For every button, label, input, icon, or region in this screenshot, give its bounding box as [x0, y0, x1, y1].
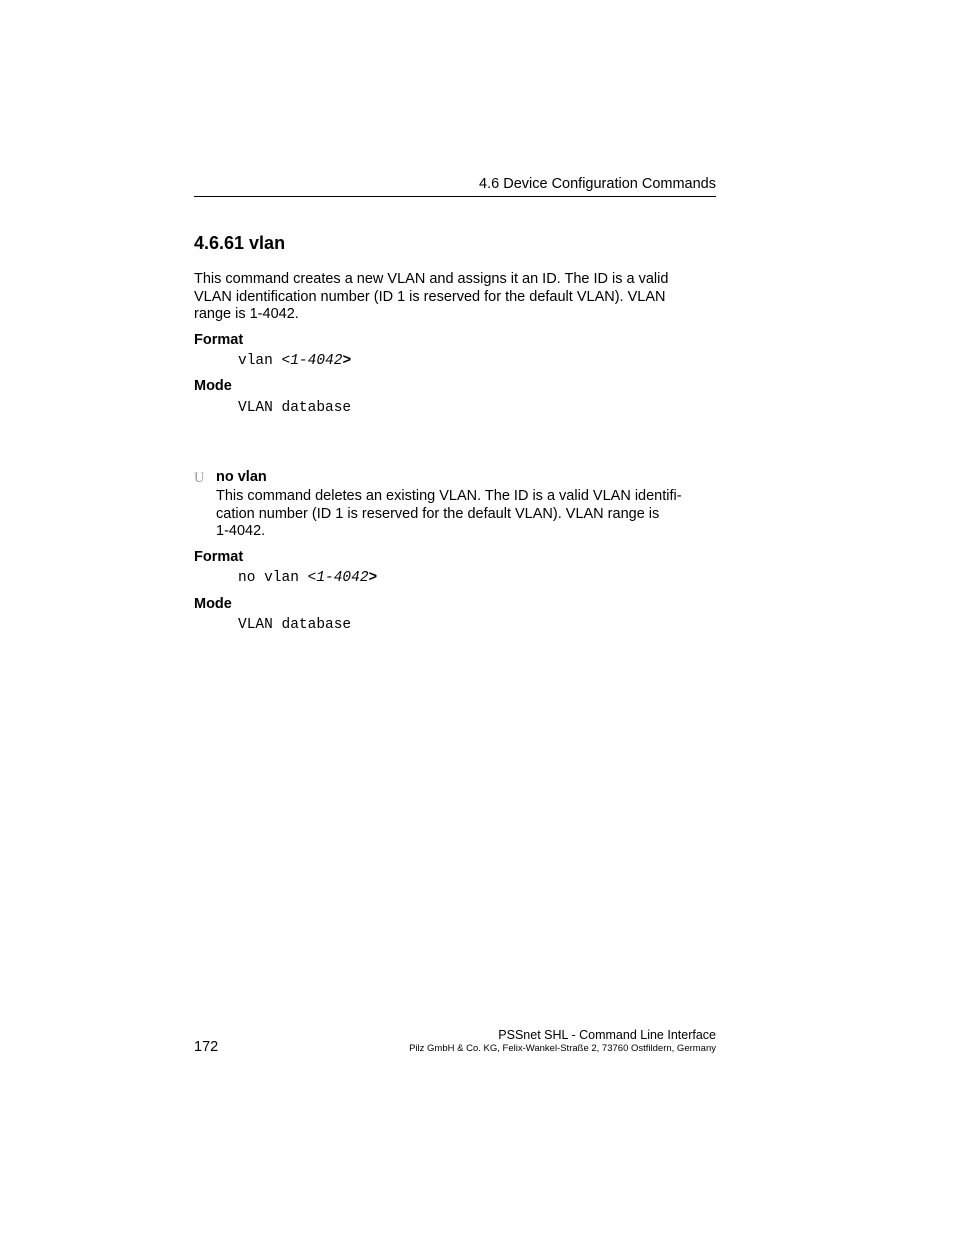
description-line: This command creates a new VLAN and assigns it an ID. The ID is a valid: [194, 271, 669, 287]
format-parameter: 1-4042: [316, 570, 369, 586]
format-label: Format: [194, 549, 244, 565]
section-title: 4.6.61 vlan: [194, 233, 286, 253]
format-close: >: [368, 570, 378, 586]
description-line: 1-4042.: [216, 523, 266, 540]
running-head: 4.6 Device Configuration Commands: [479, 176, 716, 192]
footer-product: PSSnet SHL - Command Line Interface: [498, 1028, 716, 1042]
header-rule: [194, 196, 716, 197]
mode-label: Mode: [194, 596, 232, 612]
description-line: This command deletes an existing VLAN. The ID is a valid VLAN identifi-: [216, 488, 682, 504]
format-command: vlan <: [238, 353, 291, 369]
format-syntax: [238, 570, 377, 586]
section-description: [194, 271, 724, 324]
bullet-marker: U: [194, 470, 205, 486]
mode-label: Mode: [194, 378, 232, 394]
description-line: VLAN identification number (ID 1 is reserved for the default VLAN). VLAN: [194, 288, 666, 305]
no-command-title: no vlan: [216, 469, 267, 485]
description-line: cation number (ID 1 is reserved for the default VLAN). VLAN range is: [216, 505, 660, 522]
mode-value: VLAN database: [238, 617, 352, 633]
mode-value: VLAN database: [238, 400, 352, 416]
description-line: range is 1-4042.: [194, 306, 299, 323]
footer-address: Pilz GmbH & Co. KG, Felix-Wankel-Straße 2, 73760 Ostfildern, Germany: [409, 1043, 716, 1054]
format-syntax: [238, 353, 351, 369]
format-command: no vlan <: [238, 570, 317, 586]
no-command-description: [216, 488, 746, 541]
format-close: >: [342, 353, 352, 369]
format-parameter: 1-4042: [290, 353, 343, 369]
format-label: Format: [194, 332, 244, 348]
page-number: 172: [194, 1039, 219, 1055]
